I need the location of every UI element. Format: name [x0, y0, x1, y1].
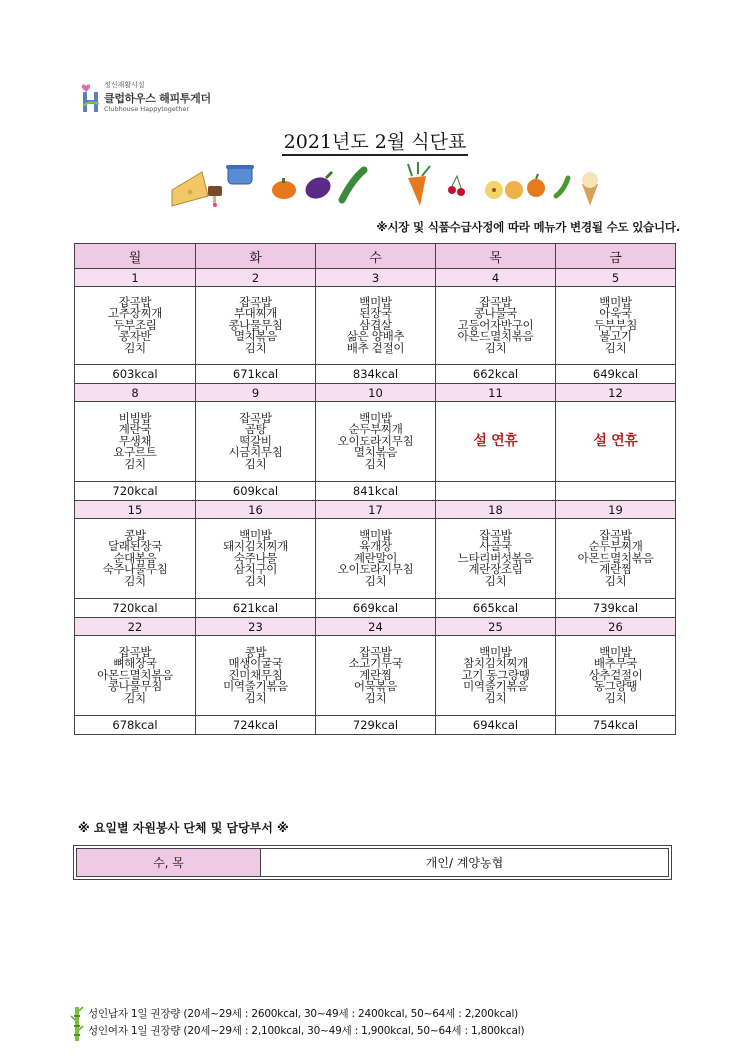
menu-item: 아몬드멸치볶음 — [577, 550, 654, 565]
menu-item: 멸치볶음 — [353, 445, 398, 460]
menu-item: 잡곡밥 — [239, 294, 272, 309]
menu-item: 김치 — [484, 690, 507, 705]
kcal-row — [75, 365, 676, 384]
date-cell: 11 — [436, 384, 556, 402]
menu-item: 돼지김치찌개 — [223, 539, 288, 554]
menu-table — [74, 243, 676, 735]
menu-item: 백미밥 — [359, 527, 392, 542]
date-cell: 8 — [75, 384, 196, 402]
ice-cream-bar-icon — [208, 186, 222, 207]
menu-item: 숙주나물 — [233, 550, 278, 565]
menu-item: 떡갈비 — [239, 433, 272, 448]
menu-item: 미역줄기볶음 — [223, 679, 288, 694]
menu-row — [75, 287, 676, 365]
kcal-cell — [556, 482, 676, 501]
logo-mark-icon — [80, 80, 102, 114]
volunteer-group: 개인/ 계양농협 — [425, 856, 504, 870]
kcal-cell: 662kcal — [436, 365, 556, 384]
food-illustration — [150, 160, 610, 212]
bamboo-icon — [70, 1005, 84, 1043]
menu-item: 계란국 — [118, 422, 152, 437]
menu-cell — [436, 636, 556, 716]
menu-item: 오이도라지무침 — [337, 562, 414, 577]
menu-cell — [75, 402, 196, 482]
menu-item: 김치 — [364, 573, 387, 588]
menu-item: 삼겹살 — [359, 317, 392, 332]
pumpkin-icon — [272, 178, 296, 199]
kcal-cell: 669kcal — [316, 599, 436, 618]
menu-item: 김치 — [484, 340, 507, 355]
menu-item: 백미밥 — [359, 294, 392, 309]
ice-cream-cone-icon — [582, 172, 598, 206]
kcal-cell: 724kcal — [196, 716, 316, 735]
holiday-cell — [556, 402, 676, 482]
menu-item: 김치 — [124, 456, 146, 471]
menu-item: 참치김치찌개 — [463, 656, 528, 671]
menu-item: 소고기무국 — [348, 656, 403, 671]
menu-item: 백미밥 — [359, 410, 392, 425]
menu-item: 김치 — [244, 690, 267, 705]
date-cell: 15 — [75, 501, 196, 519]
kcal-row — [75, 599, 676, 618]
menu-item: 백미밥 — [599, 644, 632, 659]
menu-item: 뼈해장국 — [113, 656, 157, 671]
date-row — [75, 269, 676, 287]
menu-cell — [75, 636, 196, 716]
menu-item: 콩밥 — [124, 527, 146, 542]
kcal-cell: 603kcal — [75, 365, 196, 384]
menu-item: 요구르트 — [113, 445, 157, 460]
carrot-icon — [408, 162, 430, 206]
date-cell: 22 — [75, 618, 196, 636]
menu-item: 백미밥 — [239, 527, 272, 542]
menu-item: 고추장찌개 — [107, 306, 163, 321]
date-cell: 9 — [196, 384, 316, 402]
kcal-cell: 665kcal — [436, 599, 556, 618]
menu-item: 상추겉절이 — [588, 667, 643, 682]
menu-item: 동그랑땡 — [593, 679, 638, 694]
menu-cell — [556, 519, 676, 599]
menu-item: 잡곡밥 — [239, 410, 272, 425]
holiday-label: 설 연휴 — [473, 432, 518, 449]
menu-item: 김치 — [244, 573, 267, 588]
holiday-cell — [436, 402, 556, 482]
holiday-label: 설 연휴 — [593, 432, 638, 449]
menu-cell — [196, 519, 316, 599]
menu-cell — [316, 636, 436, 716]
menu-item: 삶은 양배추 — [346, 329, 405, 344]
menu-cell — [196, 402, 316, 482]
weekday-header: 수 — [316, 244, 436, 269]
kcal-cell: 678kcal — [75, 716, 196, 735]
menu-item: 잡곡밥 — [359, 644, 392, 659]
menu-item: 무생채 — [118, 433, 152, 448]
kcal-cell: 649kcal — [556, 365, 676, 384]
menu-cell — [75, 519, 196, 599]
menu-item: 김치 — [244, 340, 267, 355]
weekday-header: 목 — [436, 244, 556, 269]
volunteer-row — [76, 848, 669, 877]
menu-item: 비빔밥 — [118, 410, 152, 425]
menu-item: 백미밥 — [599, 294, 632, 309]
weekday-header: 화 — [196, 244, 316, 269]
menu-item: 사골국 — [479, 539, 512, 554]
logo-english: Clubhouse Happytogether — [104, 105, 190, 113]
eggplant-icon — [302, 172, 334, 203]
menu-item: 김치 — [364, 690, 387, 705]
date-row — [75, 501, 676, 519]
menu-row — [75, 636, 676, 716]
menu-row — [75, 519, 676, 599]
kcal-row — [75, 716, 676, 735]
menu-cell — [556, 287, 676, 365]
menu-item: 숙주나물무침 — [102, 562, 168, 577]
menu-item: 계란찜 — [359, 667, 392, 682]
logo-subtitle: 정신재활시설 — [104, 81, 145, 89]
menu-item: 잡곡밥 — [599, 527, 632, 542]
menu-item: 백미밥 — [479, 644, 512, 659]
date-row — [75, 384, 676, 402]
kcal-cell: 841kcal — [316, 482, 436, 501]
menu-item: 김치 — [604, 573, 627, 588]
menu-item: 아몬드멸치볶음 — [97, 667, 173, 682]
menu-item: 달래된장국 — [107, 539, 163, 554]
kcal-cell: 834kcal — [316, 365, 436, 384]
cucumber-icon — [342, 170, 364, 200]
menu-cell — [436, 519, 556, 599]
menu-item: 어묵볶음 — [353, 679, 398, 694]
date-cell: 5 — [556, 269, 676, 287]
date-cell: 1 — [75, 269, 196, 287]
menu-cell — [316, 519, 436, 599]
orange-icon — [527, 174, 545, 197]
kcal-cell: 694kcal — [436, 716, 556, 735]
menu-item: 잡곡밥 — [118, 644, 152, 659]
date-cell: 4 — [436, 269, 556, 287]
cheese-icon — [172, 172, 208, 206]
menu-item: 김치 — [244, 456, 267, 471]
weekday-header: 월 — [75, 244, 196, 269]
menu-item: 김치 — [124, 573, 146, 588]
kcal-cell — [436, 482, 556, 501]
menu-cell — [75, 287, 196, 365]
date-cell: 26 — [556, 618, 676, 636]
menu-row — [75, 402, 676, 482]
menu-item: 콩나물무침 — [228, 317, 283, 332]
menu-item: 시금치무침 — [228, 445, 283, 460]
kcal-cell: 739kcal — [556, 599, 676, 618]
menu-item: 육개장 — [359, 539, 392, 554]
kcal-row — [75, 482, 676, 501]
menu-item: 오이도라지무침 — [337, 433, 414, 448]
menu-item: 두부조림 — [113, 317, 157, 332]
menu-item: 잡곡밥 — [118, 294, 152, 309]
date-cell: 25 — [436, 618, 556, 636]
menu-item: 느타리버섯볶음 — [457, 550, 534, 565]
weekday-header-row — [75, 244, 676, 269]
menu-item: 김치 — [484, 573, 507, 588]
volunteer-heading: ※ 요일별 자원봉사 단체 및 담당부서 ※ — [78, 821, 289, 835]
date-row — [75, 618, 676, 636]
menu-change-notice: ※시장 및 식품수급사정에 따라 메뉴가 변경될 수도 있습니다. — [376, 220, 680, 234]
logo — [80, 78, 240, 118]
menu-item: 계란말이 — [353, 550, 398, 565]
menu-item: 김치 — [604, 690, 627, 705]
date-cell: 19 — [556, 501, 676, 519]
menu-item: 순두부찌개 — [588, 539, 643, 554]
date-cell: 23 — [196, 618, 316, 636]
chili-icon — [556, 178, 568, 196]
menu-item: 콩나물무침 — [107, 679, 163, 694]
date-cell: 16 — [196, 501, 316, 519]
date-cell: 17 — [316, 501, 436, 519]
menu-cell — [436, 287, 556, 365]
menu-item: 콩자반 — [118, 329, 152, 344]
logo-name: 클럽하우스 해피투게더 — [104, 92, 211, 105]
menu-cell — [556, 636, 676, 716]
menu-item: 매생이굴국 — [228, 656, 283, 671]
kcal-cell: 621kcal — [196, 599, 316, 618]
kcal-cell: 720kcal — [75, 599, 196, 618]
cherry-icon — [448, 176, 465, 196]
pot-icon — [226, 165, 254, 184]
menu-item: 콩밥 — [244, 644, 267, 659]
male-recommendation: 성인남자 1일 권장량 (20세~29세 : 2600kcal, 30~49세 : 2400kcal, 50~64세 : 2,200kcal) — [88, 1008, 519, 1020]
kcal-cell: 754kcal — [556, 716, 676, 735]
menu-item: 불고기 — [599, 329, 632, 344]
menu-item: 된장국 — [359, 306, 392, 321]
menu-cell — [196, 636, 316, 716]
menu-item: 잡곡밥 — [479, 527, 512, 542]
date-cell: 24 — [316, 618, 436, 636]
menu-item: 배추 겉절이 — [346, 340, 405, 355]
date-cell: 12 — [556, 384, 676, 402]
kcal-cell: 671kcal — [196, 365, 316, 384]
weekday-header: 금 — [556, 244, 676, 269]
menu-item: 계란장조림 — [468, 562, 523, 577]
volunteer-day-label: 수, 목 — [77, 849, 261, 876]
menu-cell — [196, 287, 316, 365]
menu-item: 김치 — [124, 340, 146, 355]
date-cell: 10 — [316, 384, 436, 402]
menu-item: 잡곡밥 — [479, 294, 512, 309]
menu-item: 미역줄기볶음 — [463, 679, 528, 694]
menu-item: 김치 — [364, 456, 387, 471]
menu-item: 순대볶음 — [113, 550, 157, 565]
apple-icon — [485, 181, 523, 199]
kcal-cell: 609kcal — [196, 482, 316, 501]
menu-item: 곰탕 — [244, 422, 267, 437]
volunteer-table — [73, 845, 672, 880]
menu-item: 콩나물국 — [473, 306, 518, 321]
menu-cell — [316, 287, 436, 365]
date-cell: 18 — [436, 501, 556, 519]
menu-item: 아몬드멸치볶음 — [457, 329, 534, 344]
menu-item: 김치 — [604, 340, 627, 355]
menu-item: 고등어자반구이 — [457, 317, 534, 332]
menu-item: 계란찜 — [599, 562, 632, 577]
kcal-cell: 729kcal — [316, 716, 436, 735]
menu-item: 아욱국 — [599, 306, 632, 321]
menu-item: 순두부찌개 — [348, 422, 403, 437]
menu-item: 고기 동그랑땡 — [461, 667, 530, 682]
kcal-cell: 720kcal — [75, 482, 196, 501]
menu-item: 부대찌개 — [233, 306, 278, 321]
menu-item: 삼치구이 — [233, 562, 278, 577]
menu-cell — [316, 402, 436, 482]
date-cell: 2 — [196, 269, 316, 287]
date-cell: 3 — [316, 269, 436, 287]
menu-item: 진미채무침 — [228, 667, 283, 682]
menu-item: 두부부침 — [593, 317, 638, 332]
page-title: 2021년도 2월 식단표 — [0, 127, 750, 154]
female-recommendation: 성인여자 1일 권장량 (20세~29세 : 2,100kcal, 30~49세 : 1,900kcal, 50~64세 : 1,800kcal) — [88, 1025, 525, 1037]
menu-item: 멸치볶음 — [233, 329, 278, 344]
menu-item: 배추무국 — [593, 656, 638, 671]
menu-item: 김치 — [124, 690, 146, 705]
